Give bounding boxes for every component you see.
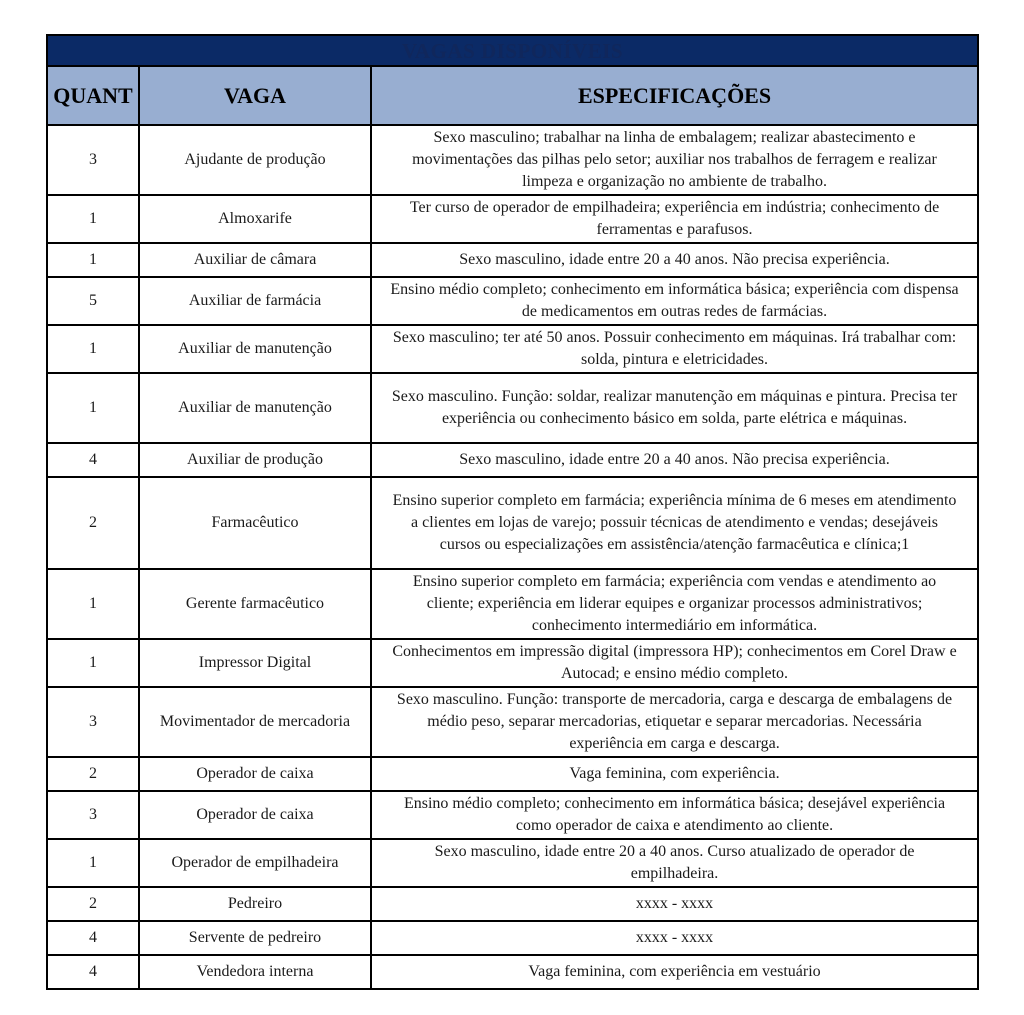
- cell-vaga: Pedreiro: [139, 887, 371, 921]
- cell-quant: 1: [47, 569, 139, 639]
- header-vaga: VAGA: [139, 66, 371, 125]
- cell-spec: Sexo masculino; ter até 50 anos. Possuir conhecimento em máquinas. Irá trabalhar com: solda, pintura e eletricidades.: [371, 325, 978, 373]
- cell-quant: 4: [47, 443, 139, 477]
- header-row: [47, 66, 978, 125]
- cell-spec: Vaga feminina, com experiência em vestuário: [371, 955, 978, 989]
- title-row: [47, 35, 978, 66]
- vacancies-table: [46, 34, 979, 990]
- cell-vaga: Movimentador de mercadoria: [139, 687, 371, 757]
- cell-vaga: Auxiliar de produção: [139, 443, 371, 477]
- cell-spec: Ensino superior completo em farmácia; experiência com vendas e atendimento ao cliente; experiência em liderar equipes e organizar processos administrativos; conhecimento intermediário em informática.: [371, 569, 978, 639]
- cell-vaga: Auxiliar de câmara: [139, 243, 371, 277]
- cell-vaga: Operador de caixa: [139, 757, 371, 791]
- cell-quant: 2: [47, 757, 139, 791]
- cell-quant: 3: [47, 791, 139, 839]
- cell-spec: Sexo masculino. Função: transporte de mercadoria, carga e descarga de embalagens de médio peso, separar mercadorias, etiquetar e separar mercadorias. Necessária experiência em carga e descarga.: [371, 687, 978, 757]
- cell-quant: 4: [47, 955, 139, 989]
- cell-spec: xxxx - xxxx: [371, 887, 978, 921]
- header-quant: QUANT: [47, 66, 139, 125]
- cell-vaga: Vendedora interna: [139, 955, 371, 989]
- cell-quant: 1: [47, 195, 139, 243]
- cell-vaga: Operador de caixa: [139, 791, 371, 839]
- table-row: [47, 373, 978, 443]
- table-row: [47, 277, 978, 325]
- cell-vaga: Almoxarife: [139, 195, 371, 243]
- cell-vaga: Gerente farmacêutico: [139, 569, 371, 639]
- header-especificacoes: ESPECIFICAÇÕES: [371, 66, 978, 125]
- table-row: [47, 791, 978, 839]
- cell-vaga: Auxiliar de manutenção: [139, 325, 371, 373]
- vacancies-document: [46, 34, 977, 990]
- table-row: [47, 955, 978, 989]
- table-row: [47, 757, 978, 791]
- table-row: [47, 125, 978, 195]
- cell-quant: 4: [47, 921, 139, 955]
- cell-spec: Ensino médio completo; conhecimento em informática básica; experiência com dispensa de medicamentos em outras redes de farmácias.: [371, 277, 978, 325]
- table-row: [47, 477, 978, 569]
- cell-spec: Ensino superior completo em farmácia; experiência mínima de 6 meses em atendimento a clientes em lojas de varejo; possuir técnicas de atendimento e vendas; desejáveis cursos ou especializações em assistência/atenção farmacêutica e clínica;1: [371, 477, 978, 569]
- cell-quant: 1: [47, 325, 139, 373]
- table-title: VAGAS DISPONÍVEIS: [47, 35, 978, 66]
- cell-vaga: Auxiliar de farmácia: [139, 277, 371, 325]
- cell-quant: 1: [47, 839, 139, 887]
- cell-vaga: Auxiliar de manutenção: [139, 373, 371, 443]
- cell-quant: 1: [47, 639, 139, 687]
- cell-quant: 1: [47, 373, 139, 443]
- table-row: [47, 195, 978, 243]
- cell-vaga: Ajudante de produção: [139, 125, 371, 195]
- cell-quant: 2: [47, 477, 139, 569]
- cell-spec: Sexo masculino, idade entre 20 a 40 anos. Curso atualizado de operador de empilhadeira.: [371, 839, 978, 887]
- table-row: [47, 839, 978, 887]
- cell-spec: Sexo masculino, idade entre 20 a 40 anos. Não precisa experiência.: [371, 243, 978, 277]
- cell-quant: 3: [47, 687, 139, 757]
- cell-vaga: Operador de empilhadeira: [139, 839, 371, 887]
- cell-quant: 1: [47, 243, 139, 277]
- table-row: [47, 687, 978, 757]
- cell-vaga: Servente de pedreiro: [139, 921, 371, 955]
- cell-quant: 5: [47, 277, 139, 325]
- cell-quant: 3: [47, 125, 139, 195]
- cell-spec: Sexo masculino, idade entre 20 a 40 anos. Não precisa experiência.: [371, 443, 978, 477]
- cell-vaga: Impressor Digital: [139, 639, 371, 687]
- cell-quant: 2: [47, 887, 139, 921]
- table-row: [47, 243, 978, 277]
- table-row: [47, 325, 978, 373]
- table-row: [47, 921, 978, 955]
- table-row: [47, 443, 978, 477]
- cell-vaga: Farmacêutico: [139, 477, 371, 569]
- cell-spec: Ensino médio completo; conhecimento em informática básica; desejável experiência como operador de caixa e atendimento ao cliente.: [371, 791, 978, 839]
- cell-spec: Vaga feminina, com experiência.: [371, 757, 978, 791]
- cell-spec: Sexo masculino. Função: soldar, realizar manutenção em máquinas e pintura. Precisa ter experiência ou conhecimento básico em solda, parte elétrica e máquinas.: [371, 373, 978, 443]
- table-row: [47, 887, 978, 921]
- cell-spec: xxxx - xxxx: [371, 921, 978, 955]
- table-row: [47, 569, 978, 639]
- cell-spec: Ter curso de operador de empilhadeira; experiência em indústria; conhecimento de ferramentas e parafusos.: [371, 195, 978, 243]
- cell-spec: Sexo masculino; trabalhar na linha de embalagem; realizar abastecimento e movimentações das pilhas pelo setor; auxiliar nos trabalhos de ferragem e realizar limpeza e organização no ambiente de trabalho.: [371, 125, 978, 195]
- cell-spec: Conhecimentos em impressão digital (impressora HP); conhecimentos em Corel Draw e Autocad; e ensino médio completo.: [371, 639, 978, 687]
- table-row: [47, 639, 978, 687]
